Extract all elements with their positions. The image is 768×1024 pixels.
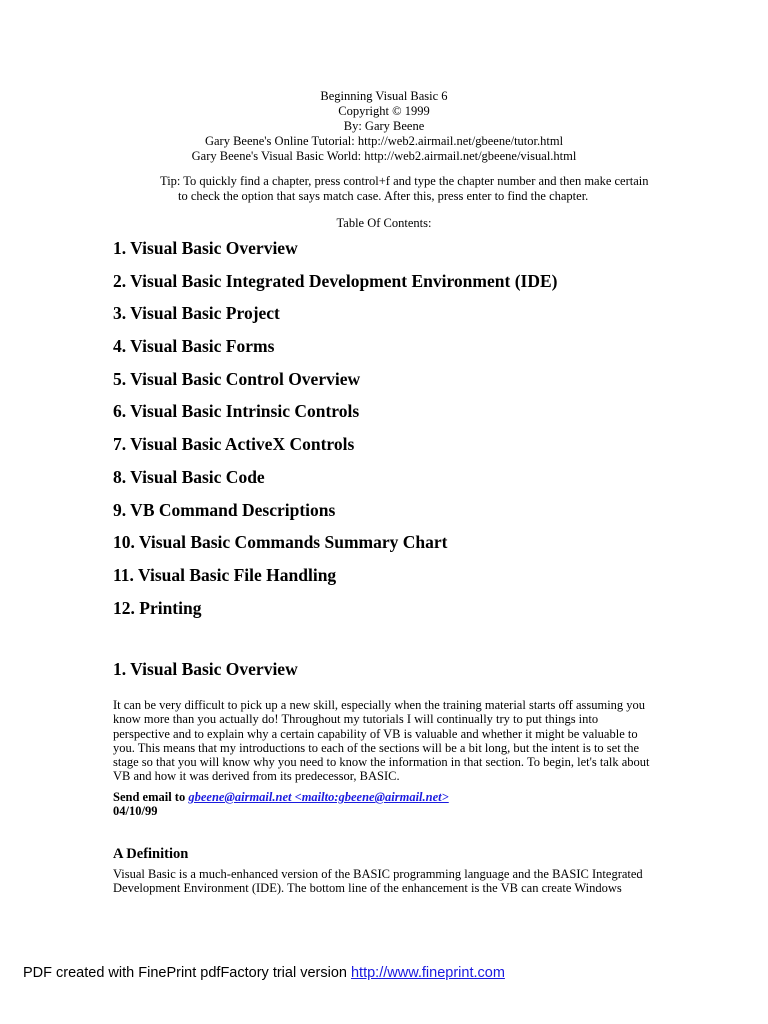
toc-item-8[interactable]: 8. Visual Basic Code	[113, 466, 265, 487]
toc-item-2[interactable]: 2. Visual Basic Integrated Development Environment (IDE)	[113, 270, 558, 291]
overview-paragraph: It can be very difficult to pick up a new skill, especially when the training material starts off assuming you know more than you actually do! Throughout my tutorials I will continually try to put things into perspective and to explain why a certain capability of VB is valuable and whether it might be valuable to you. This means that my introductions to each of the sections will be a bit long, but the intent is to set the stage so that you will know why you need to know the information in that section. To begin, let's talk about VB and how it was derived from its predecessor, BASIC.	[113, 698, 650, 784]
author-line: By: Gary Beene	[343, 119, 425, 133]
tip-line-2: to check the option that says match case. After this, press enter to find the chapter.	[178, 189, 589, 203]
copyright-line: Copyright © 1999	[338, 104, 430, 118]
tip-paragraph	[160, 174, 680, 204]
toc-item-3[interactable]: 3. Visual Basic Project	[113, 303, 280, 324]
tip-line-1: Tip: To quickly find a chapter, press control+f and type the chapter number and then make certain	[160, 174, 649, 188]
toc-item-7[interactable]: 7. Visual Basic ActiveX Controls	[113, 434, 355, 455]
toc-item-4[interactable]: 4. Visual Basic Forms	[113, 336, 275, 357]
definition-title: A Definition	[113, 846, 189, 862]
table-of-contents	[113, 236, 557, 628]
toc-item-12[interactable]: 12. Printing	[113, 597, 202, 618]
toc-item-11[interactable]: 11. Visual Basic File Handling	[113, 564, 337, 585]
date-stamp: 04/10/99	[113, 804, 158, 818]
email-link[interactable]: gbeene@airmail.net <mailto:gbeene@airmail.net>	[188, 790, 449, 804]
tutorial-url-line: Gary Beene's Online Tutorial: http://web2.airmail.net/gbeene/tutor.html	[204, 134, 564, 148]
definition-paragraph: Visual Basic is a much-enhanced version of the BASIC programming language and the BASIC Integrated Development Environment (IDE). The bottom line of the enhancement is the VB can create Windows	[113, 867, 643, 896]
document-header	[0, 89, 768, 164]
email-prefix: Send email to	[113, 790, 189, 804]
toc-heading: Table Of Contents:	[336, 216, 432, 230]
email-line	[113, 790, 673, 804]
section-title-overview: 1. Visual Basic Overview	[113, 659, 298, 679]
pdf-footer	[23, 964, 505, 982]
footer-text: PDF created with FinePrint pdfFactory trial version	[23, 965, 351, 981]
footer-link[interactable]: http://www.fineprint.com	[350, 965, 505, 981]
toc-item-9[interactable]: 9. VB Command Descriptions	[113, 499, 336, 520]
document-title: Beginning Visual Basic 6	[320, 89, 448, 103]
toc-item-1[interactable]: 1. Visual Basic Overview	[113, 238, 298, 258]
toc-item-10[interactable]: 10. Visual Basic Commands Summary Chart	[113, 532, 448, 553]
toc-item-5[interactable]: 5. Visual Basic Control Overview	[113, 368, 361, 389]
world-url-line: Gary Beene's Visual Basic World: http://web2.airmail.net/gbeene/visual.html	[191, 149, 577, 163]
toc-item-6[interactable]: 6. Visual Basic Intrinsic Controls	[113, 401, 360, 422]
